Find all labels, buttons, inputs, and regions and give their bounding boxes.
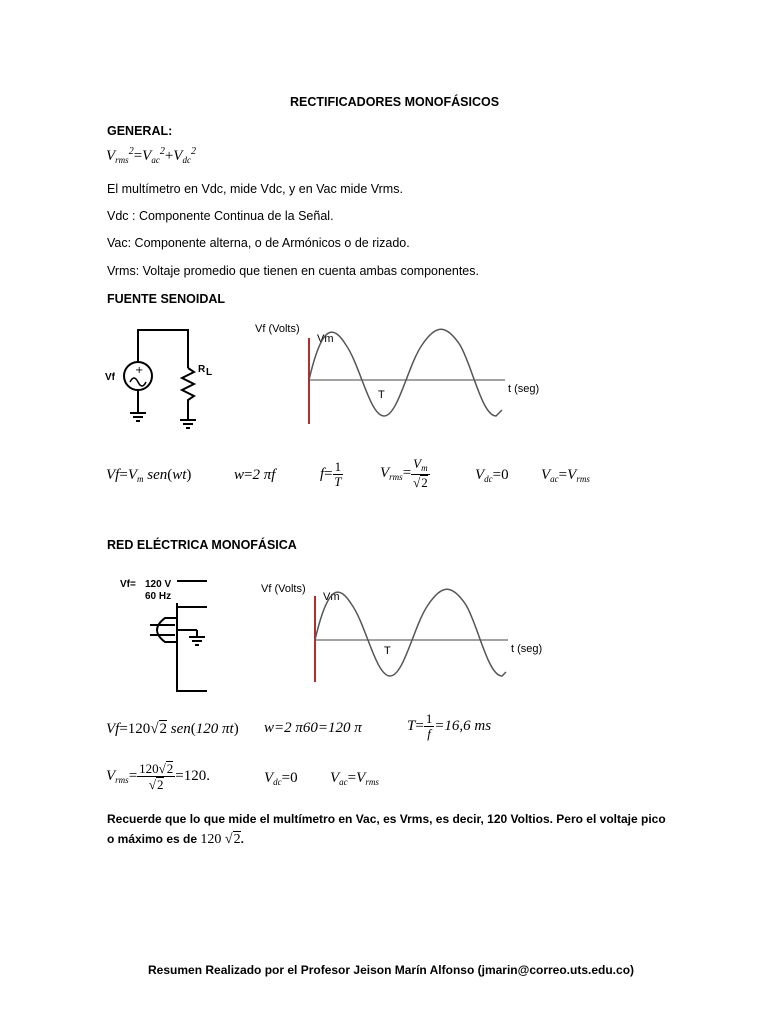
- section-fuente-heading: FUENTE SENOIDAL: [107, 292, 226, 306]
- eq-vac: $V_{ac}=V_{rms}$: [541, 467, 590, 484]
- outlet-label-hz: 60 Hz: [145, 591, 172, 602]
- general-line-2: Vdc : Componente Continua de la Señal.: [107, 209, 334, 223]
- note-line-1: Recuerde que lo que mide el multímetro en Vac, es Vrms, es decir, 120 Voltios. Pero el voltaje pico: [107, 812, 666, 826]
- sine-graph-2: [256, 580, 556, 685]
- outlet-label-vf: Vf=: [120, 579, 136, 590]
- eq-red-vac: $V_{ac}=V_{rms}$: [330, 770, 379, 787]
- eq-red-T: T= $\frac{1}{f}$ =16,6 ms: [407, 711, 492, 742]
- graph2-ylabel: Vf (Volts): [261, 583, 306, 595]
- outlet-label-volt: 120 V: [145, 579, 172, 590]
- graph2-peak-label: Vm: [323, 591, 340, 603]
- graph1-peak-label: Vm: [317, 333, 334, 345]
- eq-vdc: $V_{dc}=0$: [475, 467, 509, 484]
- page-footer: Resumen Realizado por el Profesor Jeison Marín Alfonso (jmarin@correo.uts.edu.co): [148, 963, 635, 977]
- page-title: RECTIFICADORES MONOFÁSICOS: [290, 95, 500, 109]
- note-line-2-pre: o máximo es de: [107, 832, 198, 846]
- eq-vf: $Vf=V_m$ sen(wt): [106, 467, 192, 484]
- load-label: R: [198, 364, 206, 375]
- graph2-period-label: T: [384, 645, 391, 657]
- eq-red-w: w=2 π60=120 π: [264, 720, 362, 736]
- svg-text:+: +: [135, 365, 144, 376]
- note-line-2: o máximo es de 120 √2.: [107, 832, 244, 847]
- graph1-ylabel: Vf (Volts): [255, 323, 300, 335]
- eq-red-vf: Vf=120√2 sen(120 πt): [106, 721, 239, 737]
- eq-f: f= $\frac{1}{T}$: [320, 459, 342, 490]
- sine-graph-1: [250, 320, 550, 425]
- eq-red-vdc: $V_{dc}=0$: [264, 770, 298, 787]
- note-line-2-end: .: [240, 832, 244, 846]
- note-line-2-value: 120: [200, 832, 222, 847]
- eq-vrms: $V_{rms}=$ $\frac{V_m}{√2}$: [380, 456, 428, 490]
- general-line-1: El multímetro en Vdc, mide Vdc, y en Vac mide Vrms.: [107, 182, 403, 196]
- sine-source-circuit: [100, 320, 220, 435]
- section-general-heading: GENERAL:: [107, 124, 173, 138]
- section-red-heading: RED ELÉCTRICA MONOFÁSICA: [107, 538, 297, 552]
- rms-formula: $V_{rms}^2=V_{ac}^2+V_{dc}^2$: [106, 146, 196, 165]
- graph1-period-label: T: [378, 389, 385, 401]
- general-line-3: Vac: Componente alterna, o de Armónicos o de rizado.: [107, 236, 410, 250]
- note-line-2-sqrt: 2: [233, 832, 241, 847]
- load-sub: L: [206, 367, 213, 378]
- eq-red-vrms: $V_{rms}=$ $\frac{120√2}{√2}$ =120.: [106, 761, 211, 793]
- source-label: Vf: [105, 372, 115, 383]
- grid-outlet-circuit: [115, 573, 235, 693]
- eq-w: w=2 πf: [234, 467, 276, 483]
- graph1-xlabel: t (seg): [508, 383, 540, 395]
- general-line-4: Vrms: Voltaje promedio que tienen en cuenta ambas componentes.: [107, 264, 479, 278]
- graph2-xlabel: t (seg): [511, 643, 543, 655]
